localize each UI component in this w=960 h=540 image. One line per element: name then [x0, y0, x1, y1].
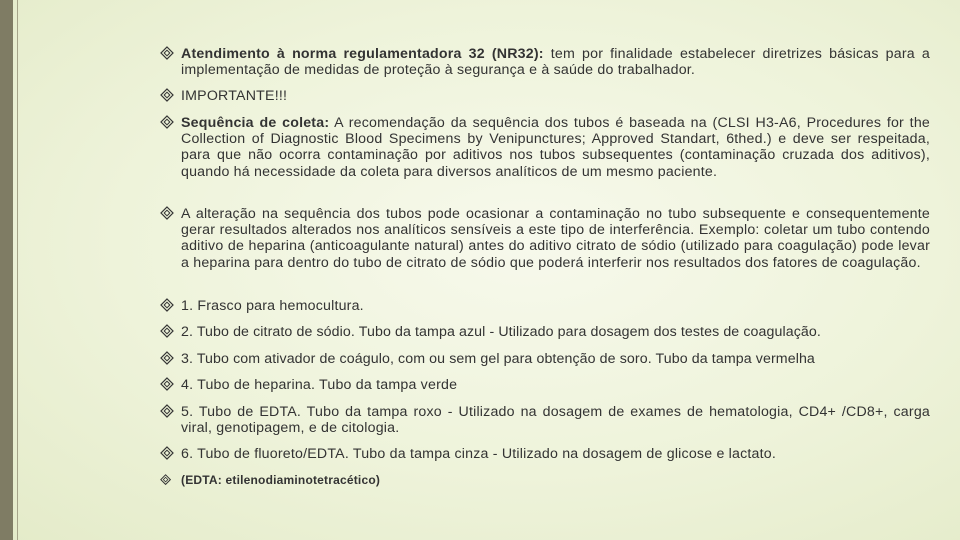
diamond-bullet-icon — [160, 46, 174, 60]
item-text: 3. Tubo com ativador de coágulo, com ou sem gel para obtenção de soro. Tubo da tampa vermelha — [181, 351, 815, 367]
item-text: Sequência de coleta: A recomendação da sequência dos tubos é baseada na (CLSI H3-A6, Procedures for the Collection of Diagnostic Blood Specimens by Venipunctures; Approved Standart, 6thed.) e deve ser respeitada, para que não ocorra contaminação por aditivos nos tubos subsequentes (contaminação cruzada dos aditivos), quando há necessidade da coleta para diversos analíticos de um mesmo paciente. — [181, 115, 930, 180]
diamond-bullet-icon — [160, 404, 174, 418]
diamond-bullet-icon — [160, 324, 174, 338]
item-text: 5. Tubo de EDTA. Tubo da tampa roxo - Utilizado na dosagem de exames de hematologia, CD4+ /CD8+, carga viral, genotipagem, e de citologia. — [181, 404, 930, 437]
diamond-bullet-icon — [160, 377, 174, 391]
list-item — [160, 351, 942, 367]
item-text: 2. Tubo de citrato de sódio. Tubo da tampa azul - Utilizado para dosagem dos testes de coagulação. — [181, 324, 821, 340]
item-text: Atendimento à norma regulamentadora 32 (NR32): tem por finalidade estabelecer diretrizes básicas para a implementação de medidas de proteção à segurança e à saúde do trabalhador. — [181, 46, 930, 79]
item-text: 4. Tubo de heparina. Tubo da tampa verde — [181, 377, 458, 393]
diamond-bullet-icon — [160, 88, 174, 102]
item-text: IMPORTANTE!!! — [181, 88, 288, 104]
diamond-bullet-icon — [160, 115, 174, 129]
list-item — [160, 377, 930, 393]
item-text: 6. Tubo de fluoreto/EDTA. Tubo da tampa cinza - Utilizado na dosagem de glicose e lactato. — [181, 446, 777, 462]
item-text: (EDTA: etilenodiaminotetracético) — [181, 473, 381, 487]
list-item — [160, 46, 930, 78]
list-item — [160, 404, 930, 436]
diamond-bullet-icon — [160, 298, 174, 312]
item-text: A alteração na sequência dos tubos pode ocasionar a contaminação no tubo subsequente e consequentemente gerar resultados alterados nos analíticos sensíveis a este tipo de interferência. Exemplo: coletar um tubo contendo aditivo de heparina (anticoagulante natural) antes do aditivo citrato de sódio (utilizado para coagulação) pode levar a heparina para dentro do tubo de citrato de sódio que poderá interferir nos resultados dos fatores de coagulação. — [181, 206, 930, 271]
list-item — [160, 472, 930, 488]
diamond-bullet-icon — [160, 351, 174, 365]
list-item — [160, 324, 942, 340]
diamond-bullet-icon — [160, 446, 174, 460]
list-item — [160, 446, 930, 462]
list-item — [160, 206, 930, 271]
diamond-bullet-icon — [160, 206, 174, 220]
list-item — [160, 88, 930, 104]
list-item — [160, 115, 930, 180]
item-text: 1. Frasco para hemocultura. — [181, 298, 364, 314]
list-item — [160, 298, 930, 314]
diamond-bullet-icon — [160, 474, 171, 485]
